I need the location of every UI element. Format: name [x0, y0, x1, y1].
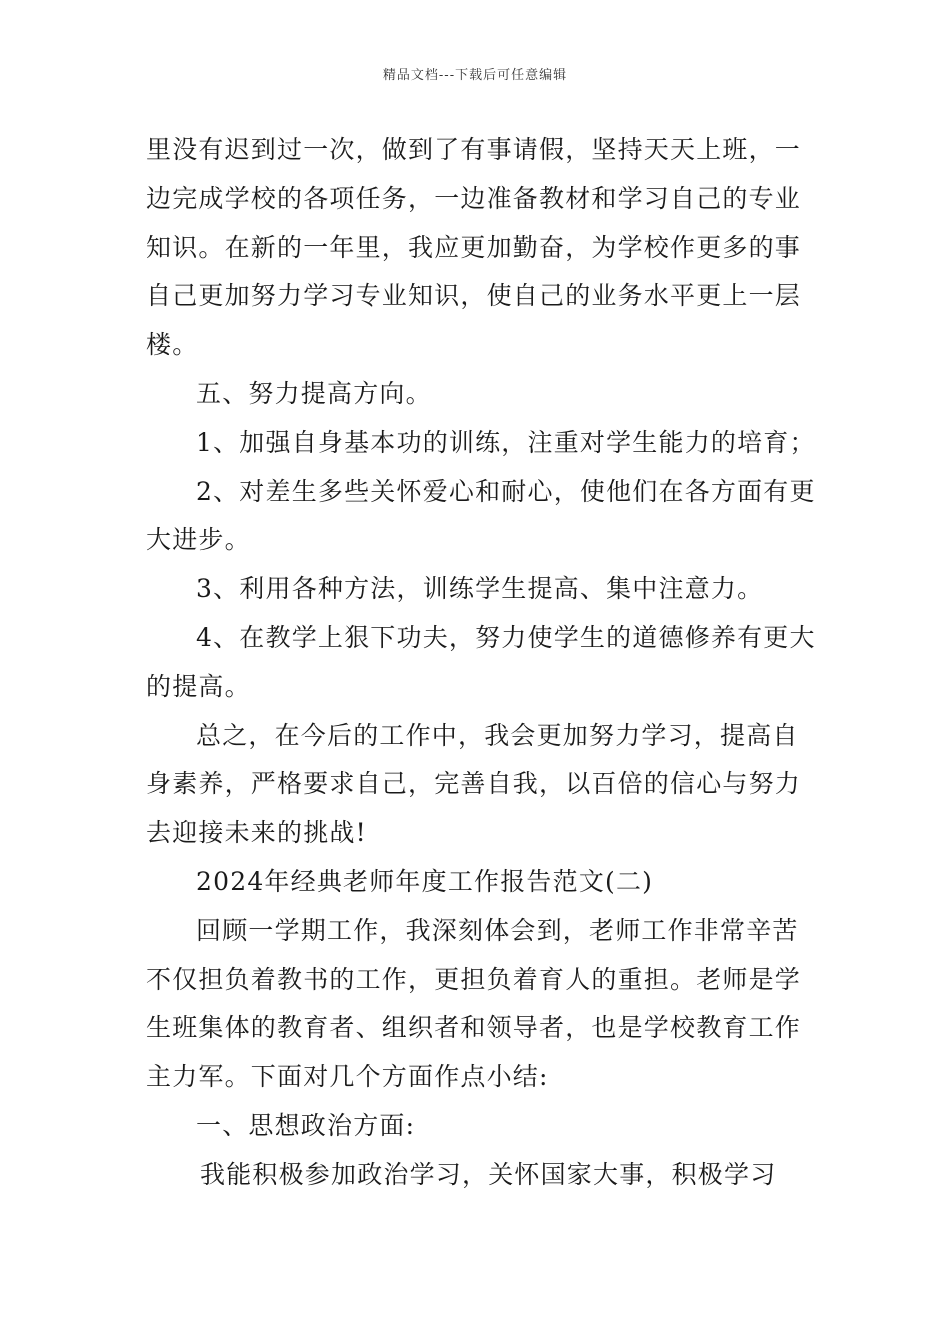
body-line: 自己更加努力学习专业知识，使自己的业务水平更上一层	[146, 281, 802, 311]
body-line: 的提高。	[146, 671, 251, 701]
document-body	[146, 126, 816, 1200]
body-line: 边完成学校的各项任务，一边准备教材和学习自己的专业	[146, 183, 802, 213]
paragraph-start: 我能积极参加政治学习，关怀国家大事，积极学习	[200, 1159, 777, 1189]
list-item: 3、利用各种方法，训练学生提高、集中注意力。	[196, 574, 764, 604]
body-line: 楼。	[146, 330, 199, 360]
body-line: 主力军。下面对几个方面作点小结:	[146, 1062, 549, 1092]
body-line: 生班集体的教育者、组织者和领导者，也是学校教育工作	[146, 1013, 802, 1043]
list-item: 2、对差生多些关怀爱心和耐心，使他们在各方面有更	[196, 476, 816, 506]
section-heading: 五、努力提高方向。	[196, 378, 432, 408]
list-item: 1、加强自身基本功的训练，注重对学生能力的培育；	[196, 427, 816, 457]
body-line: 知识。在新的一年里，我应更加勤奋，为学校作更多的事	[146, 232, 802, 262]
body-line: 里没有迟到过一次，做到了有事请假，坚持天天上班，一	[146, 135, 802, 164]
body-line: 去迎接未来的挑战!	[146, 818, 367, 848]
body-line: 不仅担负着教书的工作，更担负着育人的重担。老师是学	[146, 964, 802, 994]
page-header-watermark: 精品文档---下载后可任意编辑	[382, 68, 568, 83]
paragraph-start: 回顾一学期工作，我深刻体会到，老师工作非常辛苦	[196, 915, 799, 945]
body-line: 大进步。	[146, 525, 251, 555]
body-line: 身素养，严格要求自己，完善自我，以百倍的信心与努力	[146, 769, 802, 799]
list-item: 4、在教学上狠下功夫，努力使学生的道德修养有更大	[196, 622, 816, 652]
article-title: 2024年经典老师年度工作报告范文(二)	[196, 866, 654, 896]
section-heading: 一、思想政治方面:	[196, 1110, 416, 1140]
paragraph-start: 总之，在今后的工作中，我会更加努力学习，提高自	[196, 720, 799, 750]
